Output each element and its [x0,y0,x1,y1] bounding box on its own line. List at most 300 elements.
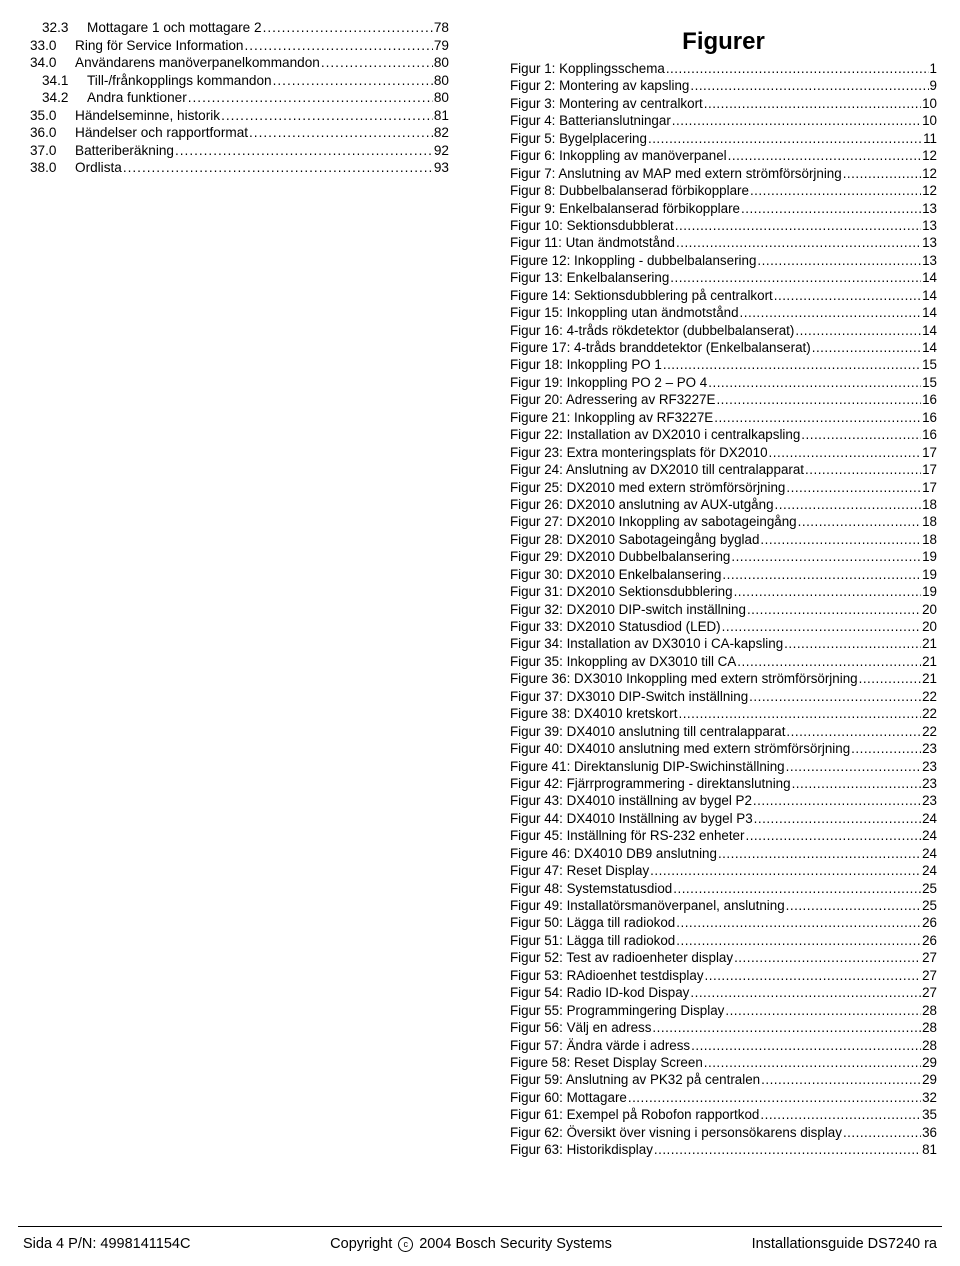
figure-entry[interactable] [510,548,937,565]
dot-leader [747,601,921,618]
figure-label: Figur 3: Montering av centralkort [510,95,703,111]
toc-number: 37.0 [30,142,57,158]
figure-entry[interactable] [510,426,937,443]
dot-leader [750,182,921,199]
figure-label: Figur 50: Lägga till radiokod [510,915,676,931]
footer-part-number: P/N: 4998141154C [68,1236,191,1252]
dot-leader [648,130,922,147]
figure-entry[interactable] [510,845,937,862]
figure-label: Figur 40: DX4010 anslutning med extern strömförsörjning [510,741,851,757]
toc-title: Batteriberäkning [75,142,174,158]
figure-label: Figur 8: Dubbelbalanserad förbikopplare [510,183,749,199]
figure-entry[interactable] [510,583,937,600]
figure-page: 14 [922,270,937,286]
figure-page: 27 [922,985,937,1001]
figure-entry[interactable] [510,949,937,966]
figure-page: 12 [922,165,937,181]
toc-entry[interactable] [23,37,449,55]
figure-label: Figur 20: Adressering av RF3227E [510,392,716,408]
figure-label: Figur 1: Kopplingsschema [510,61,665,76]
figure-entry[interactable] [510,758,937,775]
toc-page: 80 [433,90,449,105]
dot-leader [672,112,921,129]
toc-page: 81 [433,107,449,123]
figure-entry[interactable] [510,217,937,234]
dot-leader [801,426,921,443]
dot-leader [749,688,921,705]
figure-entry[interactable] [510,1019,937,1036]
figure-entry[interactable] [510,461,937,478]
figure-page: 1 [929,61,937,76]
dot-leader [784,635,921,652]
figure-entry[interactable] [510,792,937,809]
dot-leader [843,165,921,182]
figure-page: 35 [922,1107,937,1123]
dot-leader [704,95,921,112]
dot-leader [774,287,921,304]
figure-label: Figur 45: Inställning för RS-232 enheter [510,828,745,844]
toc-page: 93 [433,160,449,175]
dot-leader [690,77,928,94]
figure-page: 17 [922,462,937,478]
dot-leader [718,845,921,862]
figure-page: 18 [922,531,937,547]
dot-leader [760,1106,921,1123]
dot-leader [666,60,929,77]
figure-page: 16 [922,409,937,425]
figure-entry[interactable] [510,1037,937,1054]
figure-entry[interactable] [510,601,937,618]
figure-page: 10 [922,113,937,129]
figure-entry[interactable] [510,688,937,705]
figure-entry[interactable] [510,775,937,792]
figure-label: Figur 56: Välj en adress [510,1020,652,1036]
figure-label: Figur 13: Enkelbalansering [510,270,670,286]
figure-label: Figure 14: Sektionsdubblering på centralkort [510,287,773,303]
toc-entry[interactable] [23,54,449,72]
dot-leader [678,705,921,722]
dot-leader [741,200,921,217]
figure-page: 20 [922,601,937,617]
figure-label: Figur 27: DX2010 Inkoppling av sabotageingång [510,514,797,530]
dot-leader [769,444,922,461]
figure-page: 14 [922,305,937,321]
dot-leader [650,862,921,879]
dot-leader [249,124,433,142]
dot-leader [691,1037,921,1054]
dot-leader [734,949,921,966]
toc-entry[interactable] [23,107,449,125]
figure-entry[interactable] [510,1002,937,1019]
figure-label: Figur 60: Mottagare [510,1089,627,1105]
toc-title: Ordlista [75,160,122,175]
figure-page: 24 [922,828,937,844]
figure-label: Figur 10: Sektionsdubblerat [510,217,674,233]
figure-page: 17 [922,479,937,495]
dot-leader [690,984,921,1001]
figure-page: 36 [922,1124,937,1140]
figure-entry[interactable] [510,374,937,391]
copyright-label: Copyright [330,1236,393,1252]
figure-page: 19 [922,549,937,565]
figure-page: 24 [922,845,937,861]
figure-page: 19 [922,566,937,582]
figure-entry[interactable] [510,130,937,147]
dot-leader [244,37,432,55]
figure-label: Figur 52: Test av radioenheter display [510,950,734,966]
figure-label: Figur 29: DX2010 Dubbelbalansering [510,549,731,565]
figure-page: 32 [922,1089,937,1105]
toc-title: Andra funktioner [87,90,187,105]
figure-page: 26 [922,932,937,948]
figure-label: Figur 31: DX2010 Sektionsdubblering [510,584,733,600]
dot-leader [786,479,921,496]
figure-label: Figur 2: Montering av kapsling [510,78,690,94]
figure-page: 22 [922,688,937,704]
figure-page: 14 [922,322,937,338]
figure-entry[interactable] [510,165,937,182]
figure-page: 25 [922,898,937,913]
footer-guide-title: Installationsguide DS7240 ra [751,1236,937,1252]
toc-page: 80 [433,72,449,88]
figure-label: Figur 26: DX2010 anslutning av AUX-utgång [510,496,774,512]
figure-label: Figur 49: Installatörsmanöverpanel, anslutning [510,898,785,913]
figure-label: Figur 19: Inkoppling PO 2 – PO 4 [510,374,708,390]
figure-entry[interactable] [510,182,937,199]
footer-page-number: Sida 4 [23,1236,65,1252]
figure-page: 15 [922,357,937,373]
figure-page: 28 [922,1020,937,1036]
table-of-contents [23,19,449,177]
figure-label: Figure 38: DX4010 kretskort [510,706,678,722]
figure-label: Figur 35: Inkoppling av DX3010 till CA [510,653,737,669]
figure-entry[interactable] [510,984,937,1001]
figure-page: 20 [922,619,937,634]
figure-label: Figur 34: Installation av DX3010 i CA-kapsling [510,636,784,652]
figure-page: 21 [922,671,937,687]
figure-entry[interactable] [510,147,937,164]
figure-label: Figur 55: Programmingering Display [510,1002,725,1018]
figure-entry[interactable] [510,740,937,757]
dot-leader [704,1054,921,1071]
figure-entry[interactable] [510,112,937,129]
figure-entry[interactable] [510,810,937,827]
footer-divider [18,1226,942,1227]
figure-label: Figur 32: DX2010 DIP-switch inställning [510,601,746,617]
dot-leader [676,932,921,949]
figure-entry[interactable] [510,77,937,94]
dot-leader [708,374,921,391]
dot-leader [757,252,921,269]
figure-entry[interactable] [510,967,937,984]
figure-entry[interactable] [510,409,937,426]
figure-entry[interactable] [510,252,937,269]
figure-label: Figure 41: Direktanslunig DIP-Swichinställning [510,758,785,774]
figure-page: 23 [922,775,937,791]
toc-page: 79 [433,37,449,53]
figure-entry[interactable] [510,1106,937,1123]
figure-page: 81 [922,1142,937,1158]
figure-label: Figur 48: Systemstatusdiod [510,880,673,896]
dot-leader [812,339,921,356]
figure-entry[interactable] [510,269,937,286]
toc-entry[interactable] [23,124,449,142]
footer-copyright [330,1236,612,1252]
figure-page: 24 [922,810,937,826]
figure-label: Figure 21: Inkoppling av RF3227E [510,409,714,425]
figure-page: 11 [923,130,937,146]
dot-leader [851,740,921,757]
toc-page: 82 [433,125,449,140]
figure-label: Figur 54: Radio ID-kod Dispay [510,985,690,1001]
figure-label: Figure 17: 4-tråds branddetektor (Enkelbalanserat) [510,340,811,355]
figure-page: 18 [922,496,937,512]
dot-leader [175,142,433,160]
dot-leader [754,810,921,827]
toc-page: 78 [433,20,449,35]
figure-entry[interactable] [510,95,937,112]
toc-title: Händelseminne, historik [75,107,221,123]
toc-number: 34.0 [30,55,57,70]
figure-entry[interactable] [510,670,937,687]
figure-label: Figur 18: Inkoppling PO 1 [510,357,662,373]
figure-label: Figur 30: DX2010 Enkelbalansering [510,566,722,582]
dot-leader [792,775,922,792]
dot-leader [795,322,921,339]
toc-number: 34.1 [42,72,69,88]
toc-number: 38.0 [30,160,57,175]
toc-entry[interactable] [23,89,449,107]
figure-page: 16 [922,427,937,443]
figure-label: Figure 58: Reset Display Screen [510,1054,703,1070]
dot-leader [221,107,433,125]
figure-page: 26 [922,915,937,931]
figure-page: 21 [922,653,937,669]
figure-entry[interactable] [510,1071,937,1088]
figure-entry[interactable] [510,1124,937,1141]
dot-leader [740,304,922,321]
figure-entry[interactable] [510,304,937,321]
figure-label: Figur 16: 4-tråds rökdetektor (dubbelbalanserat) [510,322,795,338]
figure-label: Figur 37: DX3010 DIP-Switch inställning [510,688,749,704]
dot-leader [805,461,921,478]
figure-entry[interactable] [510,356,937,373]
figure-entry[interactable] [510,880,937,897]
figure-label: Figur 4: Batterianslutningar [510,113,671,129]
footer-page-info [23,1236,190,1252]
figure-page: 18 [922,514,937,530]
toc-entry[interactable] [23,72,449,90]
figure-label: Figur 24: Anslutning av DX2010 till centralapparat [510,462,805,478]
dot-leader [745,827,921,844]
figure-label: Figur 15: Inkoppling utan ändmotstånd [510,305,739,321]
figure-entry[interactable] [510,513,937,530]
figure-entry[interactable] [510,339,937,356]
dot-leader [753,792,921,809]
toc-number: 33.0 [30,37,57,53]
figure-entry[interactable] [510,827,937,844]
figure-entry[interactable] [510,391,937,408]
figure-page: 23 [922,758,937,774]
figure-page: 22 [922,723,937,739]
dot-leader [652,1019,921,1036]
figure-page: 28 [922,1037,937,1053]
figure-label: Figur 7: Anslutning av MAP med extern strömförsörjning [510,165,842,181]
figure-label: Figur 25: DX2010 med extern strömförsörjning [510,479,786,495]
dot-leader [859,670,921,687]
toc-number: 36.0 [30,125,57,140]
toc-number: 35.0 [30,107,57,123]
figure-label: Figur 59: Anslutning av PK32 på centralen [510,1072,761,1088]
dot-leader [654,1141,921,1158]
figure-label: Figur 51: Lägga till radiokod [510,932,676,948]
toc-title: Ring för Service Information [75,37,244,53]
figure-page: 19 [922,584,937,600]
figure-page: 21 [922,636,937,652]
dot-leader [728,147,921,164]
dot-leader [716,391,921,408]
figure-label: Figur 47: Reset Display [510,863,650,879]
figure-page: 23 [922,793,937,809]
figure-page: 13 [922,217,937,233]
toc-entry[interactable] [23,142,449,160]
figure-label: Figur 22: Installation av DX2010 i centralkapsling [510,427,801,443]
figure-page: 14 [922,287,937,303]
toc-number: 34.2 [42,90,69,105]
figure-label: Figur 5: Bygelplacering [510,130,647,146]
figure-page: 13 [922,252,937,268]
dot-leader [628,1089,921,1106]
figure-page: 24 [922,863,937,879]
figure-entry[interactable] [510,1141,937,1158]
figure-page: 15 [922,374,937,390]
dot-leader [725,1002,921,1019]
figure-page: 27 [922,950,937,966]
figure-entry[interactable] [510,932,937,949]
dot-leader [761,1071,921,1088]
figure-entry[interactable] [510,566,937,583]
figure-label: Figur 6: Inkoppling av manöverpanel [510,148,727,164]
figure-page: 12 [922,148,937,164]
figure-label: Figur 43: DX4010 inställning av bygel P2 [510,793,752,809]
dot-leader [705,967,922,984]
figure-entry[interactable] [510,1054,937,1071]
dot-leader [786,723,921,740]
figure-label: Figur 39: DX4010 anslutning till centralapparat [510,723,786,739]
dot-leader [670,269,921,286]
figure-list-section [510,26,937,1159]
dot-leader [273,72,433,90]
figure-entry[interactable] [510,60,937,77]
dot-leader [737,653,921,670]
dot-leader [734,583,922,600]
dot-leader [722,566,921,583]
figure-page: 25 [922,880,937,896]
figure-entry[interactable] [510,444,937,461]
dot-leader [675,217,921,234]
figure-label: Figur 61: Exempel på Robofon rapportkod [510,1107,760,1123]
figure-label: Figur 63: Historikdisplay [510,1142,653,1158]
figure-page: 13 [922,200,937,216]
figure-entry[interactable] [510,322,937,339]
toc-entry[interactable] [23,159,449,177]
dot-leader [263,19,433,37]
figure-list [510,60,937,1159]
figure-entry[interactable] [510,705,937,722]
figure-label: Figur 62: Översikt över visning i personsökarens display [510,1124,842,1140]
figure-label: Figur 53: RAdioenhet testdisplay [510,967,704,983]
dot-leader [321,54,433,72]
toc-entry[interactable] [23,19,449,37]
figure-entry[interactable] [510,234,937,251]
toc-number: 32.3 [42,20,69,35]
dot-leader [786,758,921,775]
figure-entry[interactable] [510,914,937,931]
figures-heading: Figurer [682,28,765,55]
figure-page: 13 [922,235,937,251]
figure-label: Figur 33: DX2010 Statusdiod (LED) [510,619,721,634]
figure-label: Figur 23: Extra monteringsplats för DX2010 [510,444,768,460]
toc-title: Till-/frånkopplings kommandon [87,72,272,88]
figure-entry[interactable] [510,1089,937,1106]
figure-label: Figure 36: DX3010 Inkoppling med extern strömförsörjning [510,671,858,687]
figure-page: 14 [922,340,937,355]
figure-page: 9 [929,78,937,94]
figure-page: 28 [922,1002,937,1018]
figure-entry[interactable] [510,897,937,914]
figure-entry[interactable] [510,618,937,635]
dot-leader [760,531,921,548]
figure-entry[interactable] [510,287,937,304]
dot-leader [775,496,922,513]
figure-page: 27 [922,967,937,983]
figure-entry[interactable] [510,862,937,879]
dot-leader [714,409,921,426]
page-footer [23,1236,937,1252]
figure-label: Figur 28: DX2010 Sabotageingång byglad [510,531,760,547]
figure-page: 12 [922,183,937,199]
figure-label: Figur 44: DX4010 Inställning av bygel P3 [510,810,753,826]
toc-page: 80 [433,55,449,70]
toc-title: Användarens manöverpanelkommandon [75,55,320,70]
figure-entry[interactable] [510,496,937,513]
dot-leader [731,548,921,565]
dot-leader [676,234,921,251]
figure-page: 22 [922,706,937,722]
dot-leader [722,618,921,635]
figure-label: Figur 57: Ändra värde i adress [510,1037,691,1053]
figure-entry[interactable] [510,479,937,496]
figure-entry[interactable] [510,653,937,670]
figure-label: Figur 9: Enkelbalanserad förbikopplare [510,200,741,216]
toc-title: Händelser och rapportformat [75,125,249,140]
figure-label: Figure 46: DX4010 DB9 anslutning [510,845,717,861]
figure-entry[interactable] [510,531,937,548]
figure-entry[interactable] [510,723,937,740]
dot-leader [188,89,433,107]
copyright-icon: c [398,1237,413,1252]
figure-entry[interactable] [510,635,937,652]
dot-leader [673,880,921,897]
figure-label: Figure 12: Inkoppling - dubbelbalansering [510,252,757,268]
figure-entry[interactable] [510,200,937,217]
figure-page: 17 [922,444,937,460]
copyright-text: 2004 Bosch Security Systems [419,1236,612,1252]
figure-label: Figur 11: Utan ändmotstånd [510,235,675,251]
dot-leader [843,1124,921,1141]
dot-leader [786,897,921,914]
dot-leader [798,513,921,530]
